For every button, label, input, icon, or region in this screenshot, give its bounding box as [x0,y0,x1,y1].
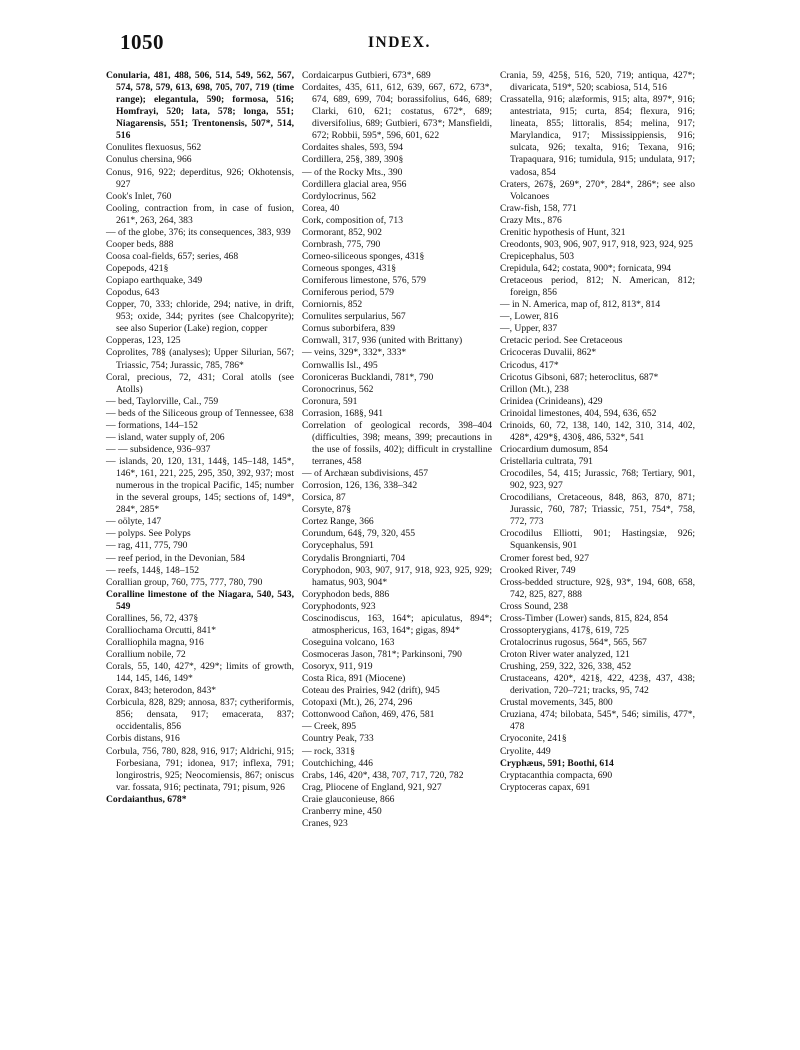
index-entry: Craters, 267§, 269*, 270*, 284*, 286*; see also Volcanoes [500,178,695,202]
index-entry: Corea, 40 [302,202,340,214]
index-entry: Coral, precious, 72, 431; Coral atolls (see Atolls) [106,371,294,395]
index-entry: Criocardium dumosum, 854 [500,443,608,455]
index-entry: — polyps. See Polyps [106,528,191,540]
index-entry: Cortez Range, 366 [302,516,374,528]
index-entry: Crassatella, 916; alæformis, 915; alta, 897*, 916; antestriata, 915; curta, 854; flexura, 916; lineata, 855; littoralis, 854; melina, 917; Marylandica, 917; Mississippiensis, 916; sulcata, 926; texalta, 916; Texana, 916; Trapaquara, 916; tumidula, 915; undulata, 917; vadosa, 854 [500,94,695,178]
index-entry: Cryoconite, 241§ [500,733,567,745]
index-entry: Copodus, 643 [106,287,160,299]
index-entry: Cross-Timber (Lower) sands, 815, 824, 854 [500,612,669,624]
index-entry: — rock, 331§ [302,745,356,757]
index-entry: Cottonwood Cañon, 469, 476, 581 [302,709,435,721]
index-entry: Creodonts, 903, 906, 907, 917, 918, 923, 924, 925 [500,238,693,250]
index-entry: Country Peak, 733 [302,733,374,745]
index-entry: Corniferous limestone, 576, 579 [302,275,426,287]
index-entry: Crotalocrinus rugosus, 564*, 565, 567 [500,636,647,648]
index-entry: Cross Sound, 238 [500,600,568,612]
index-entry: Cosmoceras Jason, 781*; Parkinsoni, 790 [302,649,462,660]
index-column-3 [500,70,695,794]
index-entry: Crossopterygians, 417§, 619, 725 [500,624,629,636]
index-entry: Copperas, 123, 125 [106,335,181,347]
index-entry: — formations, 144–152 [106,419,198,431]
index-entry: Corydalis Brongniarti, 704 [302,552,406,564]
index-entry: Crepidula, 642; costata, 900*; fornicata, 994 [500,263,672,274]
index-entry: Cromer forest bed, 927 [500,552,589,564]
index-entry: — beds of the Siliceous group of Tennessee, 638 [106,407,294,419]
index-entry: Crinoidal limestones, 404, 594, 636, 652 [500,407,657,419]
index-entry: Cordaianthus, 678* [106,793,187,805]
index-entry: Cretacic period. See Cretaceous [500,335,623,347]
index-entry: Crazy Mts., 876 [500,214,562,226]
index-entry: Crabs, 146, 420*, 438, 707, 717, 720, 782 [302,769,464,781]
index-entry: Crocodiles, 54, 415; Jurassic, 768; Tertiary, 901, 902, 923, 927 [500,468,695,492]
index-entry: Correlation of geological records, 398–404 (difficulties, 398; means, 399; precautions in the use of fossils, 402); difficult in crystalline terranes, 458 [302,419,492,467]
index-entry: Cricodus, 417* [500,359,559,371]
index-entry: Coseguina volcano, 163 [302,636,395,648]
index-entry: Crania, 59, 425§, 516, 520, 719; antiqua, 427*; divaricata, 519*, 520; scabiosa, 514, 516 [500,70,695,94]
index-entry: Corbula, 756, 780, 828, 916, 917; Aldrichi, 915; Forbesiana, 791; idonea, 917; inflexa, 791; longirostris, 925; Neocomiensis, 867; oniscus var. fossata, 916; pectinata, 791; pisum, 926 [106,745,294,793]
index-entry: Crepicephalus, 503 [500,250,575,262]
index-entry: Craie glauconieuse, 866 [302,793,395,805]
index-entry: Cook's Inlet, 760 [106,190,172,202]
index-entry: — of the Rocky Mts., 390 [302,166,403,178]
index-column-2 [302,70,492,830]
index-entry: Corrasion, 168§, 941 [302,407,384,419]
index-entry: Cotopaxi (Mt.), 26, 274, 296 [302,697,413,709]
index-entry: Coryphodonts, 923 [302,600,376,612]
index-entry: Coscinodiscus, 163, 164*; apiculatus, 894*; atmosphericus, 163, 164*; gigas, 894* [302,612,492,636]
index-entry: Corneo-siliceous sponges, 431§ [302,250,425,262]
index-entry: Cosoryx, 911, 919 [302,661,373,673]
index-entry: Corsica, 87 [302,492,346,504]
index-entry: Cornwall, 317, 936 (united with Brittany) [302,335,463,347]
index-entry: Corax, 843; heterodon, 843* [106,685,217,697]
index-entry: Cornulites serpularius, 567 [302,311,406,323]
index-entry: Cryptoceras capax, 691 [500,781,591,793]
index-entry: — in N. America, map of, 812, 813*, 814 [500,299,661,311]
index-entry: Cryptacanthia compacta, 690 [500,769,613,781]
index-entry: Corallian group, 760, 775, 777, 780, 790 [106,576,263,588]
index-entry: Coryphodon beds, 886 [302,588,390,600]
index-entry: Crocodilus Elliotti, 901; Hastingsiæ, 926; Squankensis, 901 [500,528,695,552]
index-entry: Craw-fish, 158, 771 [500,202,577,214]
index-entry: — — subsidence, 936–937 [106,443,211,455]
index-entry: — island, water supply of, 206 [106,431,225,443]
index-entry: Coronocrinus, 562 [302,383,374,395]
index-entry: Corrosion, 126, 136, 338–342 [302,480,418,492]
index-entry: Corundum, 64§, 79, 320, 455 [302,528,415,540]
index-entry: Corbis distans, 916 [106,733,180,745]
index-entry: Cordylocrinus, 562 [302,190,377,202]
index-entry: Coralliochama Orcutti, 841* [106,624,217,636]
index-entry: Cordillera glacial area, 956 [302,178,407,190]
index-entry: — bed, Taylorville, Cal., 759 [106,395,219,407]
index-entry: Corneous sponges, 431§ [302,263,397,274]
index-entry: Conularia, 481, 488, 506, 514, 549, 562, 567, 574, 578, 579, 613, 698, 705, 707, 719 (time range); elegantula, 590; formosa, 516; Homfrayi, 520; lata, 578; longa, 551; Niagarensis, 551; Trentonensis, 507*, 514, 516 [106,70,294,142]
index-entry: Crustaceans, 420*, 421§, 422, 423§, 437, 438; derivation, 720–721; tracks, 95, 742 [500,673,695,697]
index-column-1 [106,70,294,806]
index-entry: Cormorant, 852, 902 [302,226,382,238]
index-entry: Corniornis, 852 [302,299,363,311]
index-entry: Coteau des Prairies, 942 (drift), 945 [302,685,440,697]
index-entry: Conulites flexuosus, 562 [106,142,202,154]
index-entry: Croton River water analyzed, 121 [500,649,630,660]
index-entry: Cranberry mine, 450 [302,805,382,817]
index-entry: Cross-bedded structure, 92§, 93*, 194, 608, 658, 742, 825, 827, 888 [500,576,695,600]
index-entry: Crinoids, 60, 72, 138, 140, 142, 310, 314, 402, 428*, 429*§, 430§, 486, 532*, 541 [500,419,695,443]
index-entry: Costa Rica, 891 (Miocene) [302,673,406,685]
index-entry: Coutchiching, 446 [302,757,373,769]
index-entry: Copiapo earthquake, 349 [106,275,203,287]
index-entry: Crustal movements, 345, 800 [500,697,613,709]
index-entry: Corallines, 56, 72, 437§ [106,612,199,624]
index-entry: — of the globe, 376; its consequences, 383, 939 [106,226,291,238]
index-entry: Cornus suborbifera, 839 [302,323,395,335]
index-entry: Cordaites, 435, 611, 612, 639, 667, 672, 673*, 674, 689, 699, 704; borassifolius, 646, 689; Clarki, 610, 621; costatus, 672*, 689; diversifolius, 689; Gutbieri, 673*; Mansfieldi, 672; Robbii, 595*, 596, 601, 622 [302,82,492,142]
index-entry: — reef period, in the Devonian, 584 [106,552,246,564]
index-entry: — rag, 411, 775, 790 [106,540,188,552]
index-entry: Conulus chersina, 966 [106,154,192,166]
index-entry: —, Upper, 837 [500,323,558,335]
index-entry: Cordillera, 25§, 389, 390§ [302,154,404,166]
index-entry: Corsyte, 87§ [302,504,352,516]
index-entry: — veins, 329*, 332*, 333* [302,347,407,359]
index-entry: — of Archæan subdivisions, 457 [302,468,429,480]
index-entry: — reefs, 144§, 148–152 [106,564,199,576]
index-entry: Cricotus Gibsoni, 687; heteroclitus, 687* [500,371,659,383]
index-entry: Cordaicarpus Gutbieri, 673*, 689 [302,70,431,81]
index-entry: Coronura, 591 [302,395,358,407]
index-entry: Crenitic hypothesis of Hunt, 321 [500,226,626,238]
index-entry: Coralline limestone of the Niagara, 540, 543, 549 [106,588,294,612]
index-entry: — oölyte, 147 [106,516,162,528]
index-entry: Cork, composition of, 713 [302,214,403,226]
index-entry: Corbicula, 828, 829; annosa, 837; cytheriformis, 856; densata, 917; emacerata, 837; occidentalis, 856 [106,697,294,733]
page-number: 1050 [120,30,164,54]
index-entry: Cruziana, 474; bilobata, 545*, 546; similis, 477*, 478 [500,709,695,733]
index-entry: Coroniceras Bucklandi, 781*, 790 [302,371,434,383]
index-entry: Cordaites shales, 593, 594 [302,142,403,154]
index-entry: —, Lower, 816 [500,311,559,323]
index-entry: Coprolites, 78§ (analyses); Upper Silurian, 567; Triassic, 754; Jurassic, 785, 786* [106,347,294,371]
index-entry: Copepods, 421§ [106,263,169,274]
index-entry: Cranes, 923 [302,817,348,829]
index-entry: Copper, 70, 333; chloride, 294; native, in drift, 953; oxide, 344; pyrites (see Chalcopyrite); see also Superior (Lake) region, copper [106,299,294,335]
index-entry: — Creek, 895 [302,721,357,733]
index-entry: Cooper beds, 888 [106,238,174,250]
index-entry: Corallium nobile, 72 [106,649,186,660]
index-entry: — islands, 20, 120, 131, 144§, 145–148, 145*, 146*, 161, 221, 225, 295, 350, 392, 937; most numerous in the tropical Pacific, 145; number in the several groups, 145; sections of, 149*, 284*, 285* [106,456,294,516]
index-entry: Cornbrash, 775, 790 [302,238,381,250]
index-entry: Crocodilians, Cretaceous, 848, 863, 870, 871; Jurassic, 760, 787; Triassic, 751, 754*, 758, 772, 773 [500,492,695,528]
index-entry: Coralliophila magna, 916 [106,636,204,648]
index-entry: Cricoceras Duvalii, 862* [500,347,597,359]
index-entry: Crooked River, 749 [500,564,576,576]
index-entry: Corycephalus, 591 [302,540,374,552]
index-entry: Coryphodon, 903, 907, 917, 918, 923, 925, 929; hamatus, 903, 904* [302,564,492,588]
page-title: INDEX. [368,34,431,51]
index-entry: Cristellaria cultrata, 791 [500,456,593,467]
index-entry: Corals, 55, 140, 427*, 429*; limits of growth, 144, 145, 146, 149* [106,661,294,685]
index-entry: Cryphæus, 591; Boothi, 614 [500,757,614,769]
index-entry: Cretaceous period, 812; N. American, 812; foreign, 856 [500,275,695,299]
index-entry: Crillon (Mt.), 238 [500,383,569,395]
index-entry: Cooling, contraction from, in case of fusion, 261*, 263, 264, 383 [106,202,294,226]
index-entry: Crushing, 259, 322, 326, 338, 452 [500,661,632,673]
index-entry: Conus, 916, 922; deperditus, 926; Okhotensis, 927 [106,166,294,190]
index-entry: Crag, Pliocene of England, 921, 927 [302,781,442,793]
index-entry: Crinidea (Crinideans), 429 [500,395,603,407]
index-entry: Cryolite, 449 [500,745,551,757]
index-entry: Corniferous period, 579 [302,287,394,299]
index-entry: Coosa coal-fields, 657; series, 468 [106,250,239,262]
index-entry: Cornwallis Isl., 495 [302,359,378,371]
